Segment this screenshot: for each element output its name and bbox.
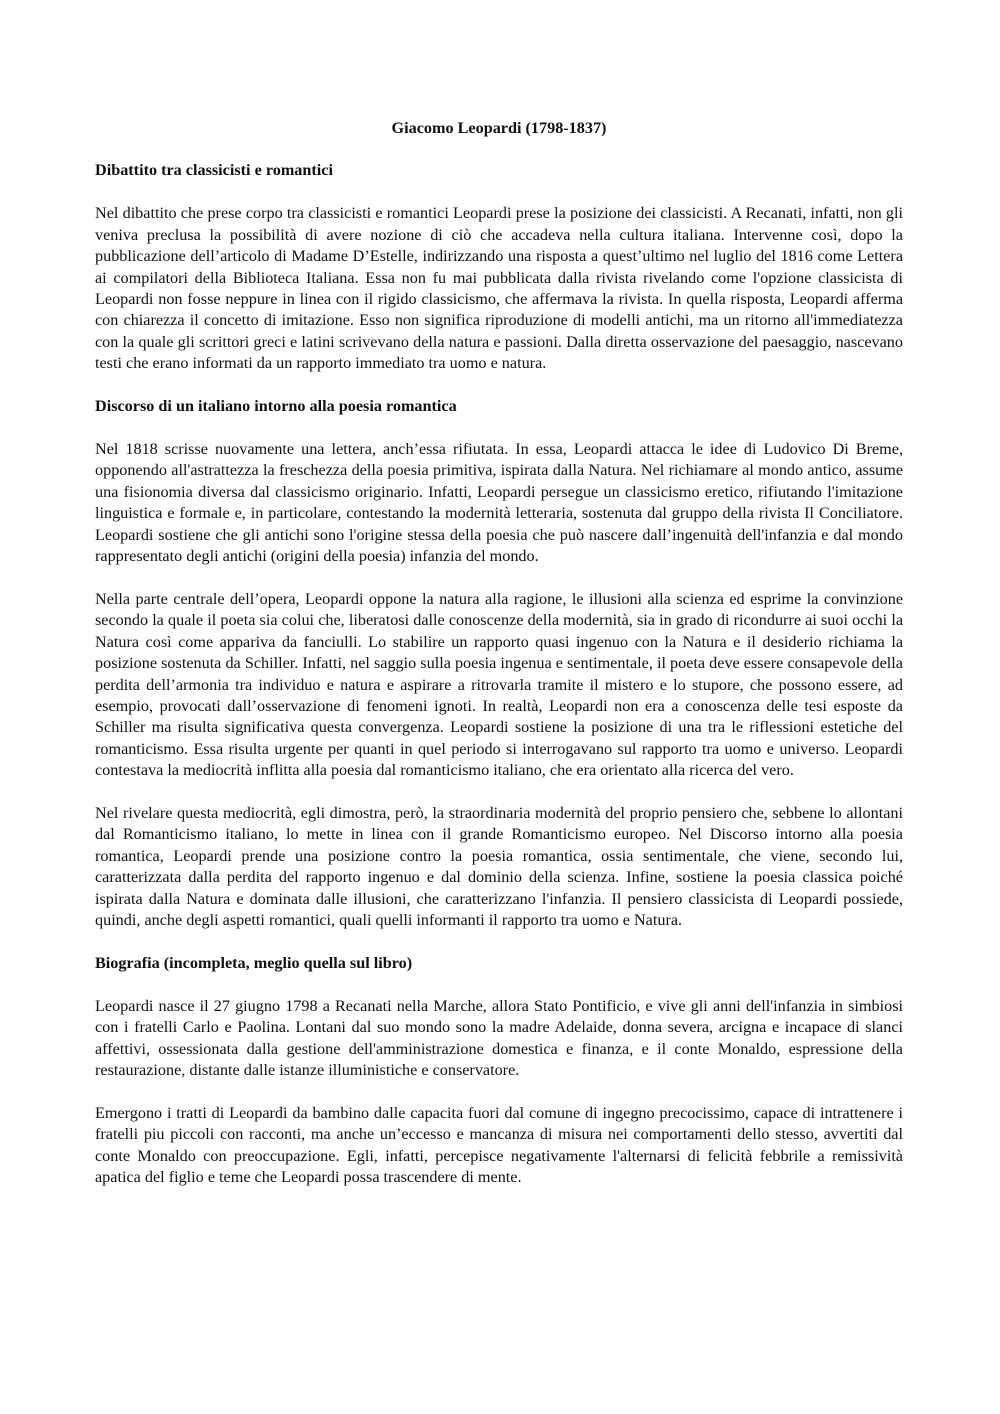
paragraph: Nella parte centrale dell’opera, Leopardi oppone la natura alla ragione, le illusioni alla scienza ed esprime la convinzione secondo la quale il poeta sia colui che, liberatosi dalle conoscenze della modernità, sia in grado di ricondurre ai suoi occhi la Natura così come appariva da fanciulli. Lo stabilire un rapporto quasi ingenuo con la Natura e il desiderio richiama la posizione sostenuta da Schiller. Infatti, nel saggio sulla poesia ingenua e sentimentale, il poeta deve essere consapevole della perdita dell’armonia tra individuo e natura e aspirare a ritrovarla tramite il mistero e lo stupore, che possono essere, ad esempio, provocati dall’osservazione di fenomeni ignoti. In realtà, Leopardi non era a conoscenza delle tesi esposte da Schiller ma risulta significativa questa convergenza. Leopardi sostiene la posizione di una tra le riflessioni estetiche del romanticismo. Essa risulta urgente per quanti in quel periodo si interrogavano sul rapporto tra uomo e universo. Leopardi contestava la mediocrità inflitta alla poesia dal romanticismo italiano, che era orientato alla ricerca del vero.	[95, 589, 903, 780]
paragraph: Nel rivelare questa mediocrità, egli dimostra, però, la straordinaria modernità del proprio pensiero che, sebbene lo allontani dal Romanticismo italiano, lo mette in linea con il grande Romanticismo europeo. Nel Discorso intorno alla poesia romantica, Leopardi prende una posizione contro la poesia romantica, ossia sentimentale, che viene, secondo lui, caratterizzata dalla perdita del rapporto ingenuo e dal dominio della scienza. Infine, sostiene la poesia classica poiché ispirata dalla Natura e dominata dalle illusioni, che caratterizzano l'infanzia. Il pensiero classicista di Leopardi possiede, quindi, anche degli aspetti romantici, quali quelli informanti il rapporto tra uomo e Natura.	[95, 804, 903, 930]
paragraph: Nel dibattito che prese corpo tra classicisti e romantici Leopardi prese la posizione dei classicisti. A Recanati, infatti, non gli veniva preclusa la possibilità di avere nozione di ciò che accadeva nella cultura italiana. Intervenne così, dopo la pubblicazione dell’articolo di Madame D’Estelle, indirizzando una risposta a quest’ultimo nel luglio del 1816 come Lettera ai compilatori della Biblioteca Italiana. Essa non fu mai pubblicata dalla rivista rivelando come l'opzione classicista di Leopardi non fosse neppure in linea con il rigido classicismo, che affermava la rivista. In quella risposta, Leopardi afferma con chiarezza il concetto di imitazione. Esso non significa riproduzione di modelli antichi, ma un ritorno all'immediatezza con la quale gli scrittori greci e latini scrivevano della natura e passioni. Dalla diretta osservazione del paesaggio, nascevano testi che erano informati da un rapporto immediato tra uomo e natura.	[95, 204, 903, 373]
paragraph: Emergono i tratti di Leopardi da bambino dalle capacita fuori dal comune di ingegno precocissimo, capace di intrattenere i fratelli piu piccoli con racconti, ma anche un’eccesso e mancanza di misura nei comportamenti dello stesso, avvertiti dal conte Monaldo con preoccupazione. Egli, infatti, percepisce negativamente l'alternarsi di felicità febbrile a remissività apatica del figlio e teme che Leopardi possa trascendere di mente.	[95, 1104, 903, 1187]
section-heading: Discorso di un italiano intorno alla poesia romantica	[95, 397, 457, 416]
paragraph: Leopardi nasce il 27 giugno 1798 a Recanati nella Marche, allora Stato Pontificio, e vive gli anni dell'infanzia in simbiosi con i fratelli Carlo e Paolina. Lontani dal suo mondo sono la madre Adelaide, donna severa, arcigna e incapace di slanci affettivi, ossessionata dalla gestione dell'amministrazione domestica e finanza, e il conte Monaldo, espressione della restaurazione, distante dalle istanze illuministiche e conservatore.	[95, 996, 903, 1080]
section-discorso	[95, 396, 903, 931]
section-dibattito	[95, 160, 903, 374]
section-heading: Dibattito tra classicisti e romantici	[95, 161, 333, 180]
document-title: Giacomo Leopardi (1798-1837)	[391, 119, 607, 137]
section-heading: Biografia (incompleta, meglio quella sul libro)	[95, 954, 413, 972]
document-page	[95, 118, 903, 1210]
paragraph: Nel 1818 scrisse nuovamente una lettera, anch’essa rifiutata. In essa, Leopardi attacca le idee di Ludovico Di Breme, opponendo all'astrattezza la freschezza della poesia primitiva, ispirata dalla Natura. Nel richiamare al mondo antico, assume una fisionomia diversa dal classicismo originario. Infatti, Leopardi persegue un classicismo eretico, rifiutando l'imitazione linguistica e formale e, in particolare, contestando la modernità letteraria, sostenuta dal gruppo della rivista Il Conciliatore. Leopardi sostiene che gli antichi sono l'origine stessa della poesia che può nascere dall’ingenuità dell'infanzia e dal mondo rappresentato degli antichi (origini della poesia) infanzia del mondo.	[95, 439, 903, 565]
section-biografia	[95, 953, 903, 1189]
